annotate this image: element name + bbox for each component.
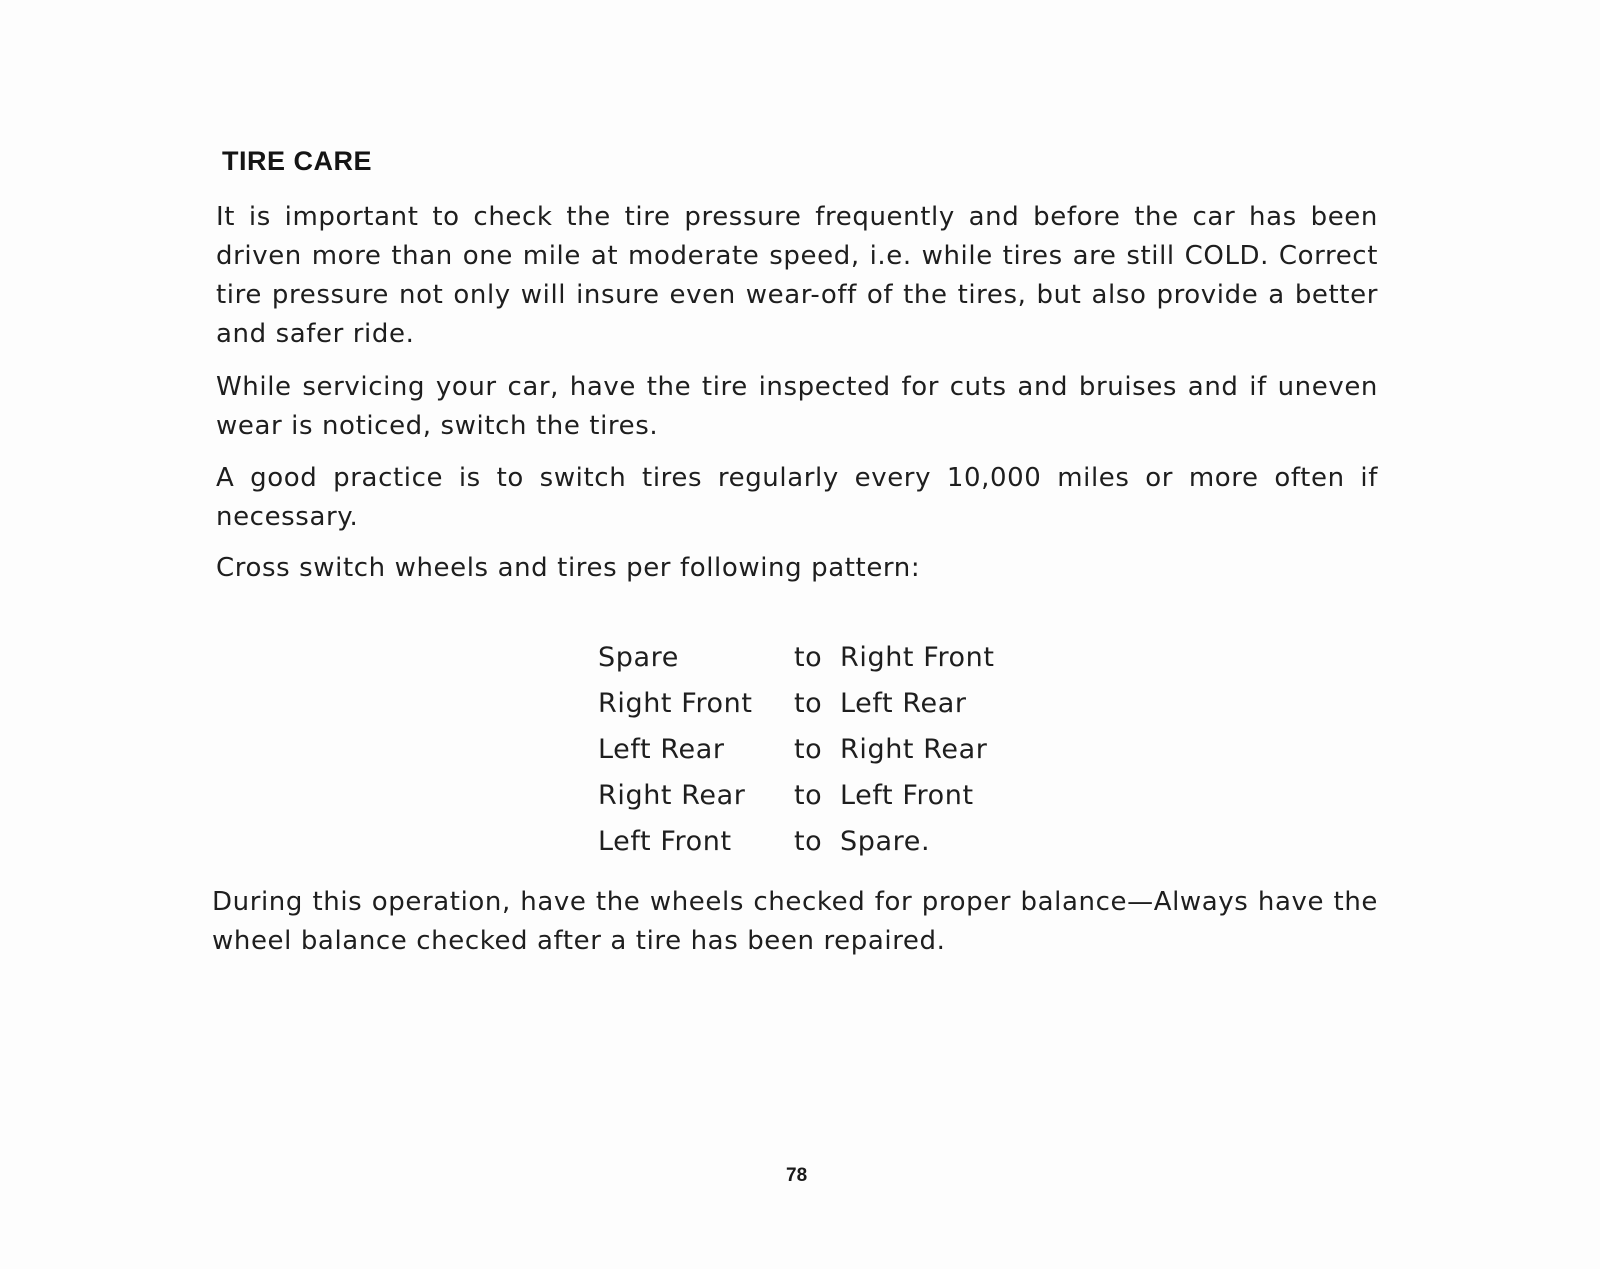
paragraph-pattern-intro: Cross switch wheels and tires per following pattern: (216, 553, 921, 583)
rotation-from: Left Rear (598, 733, 725, 765)
rotation-to: Left Rear (840, 687, 967, 719)
rotation-to: Right Rear (840, 733, 988, 765)
rotation-row (598, 772, 995, 818)
rotation-to: Left Front (840, 779, 974, 811)
paragraph-switch-interval: A good practice is to switch tires regularly every 10,000 miles or more often if necessary. (216, 463, 1378, 532)
section-title: TIRE CARE (222, 146, 373, 176)
paragraph-inspection: While servicing your car, have the tire inspected for cuts and bruises and if uneven wear is noticed, switch the tires. (216, 372, 1378, 441)
tire-rotation-table (598, 634, 995, 864)
rotation-from: Left Front (598, 825, 732, 857)
paragraph-tire-pressure: It is important to check the tire pressure frequently and before the car has been driven more than one mile at moderate speed, i.e. while tires are still COLD. Correct tire pressure not only will insure even wear-off of the tires, but also provide a better and safer ride. (216, 202, 1378, 349)
page-number: 78 (786, 1165, 808, 1186)
rotation-to: Spare. (840, 825, 931, 857)
rotation-to-word: to (794, 687, 823, 719)
rotation-to-word: to (794, 779, 823, 811)
rotation-to: Right Front (840, 641, 995, 673)
rotation-to-word: to (794, 641, 823, 673)
rotation-to-word: to (794, 733, 823, 765)
rotation-row (598, 634, 995, 680)
rotation-from: Spare (598, 641, 679, 673)
rotation-from: Right Rear (598, 779, 746, 811)
rotation-row (598, 818, 995, 864)
paragraph-wheel-balance: During this operation, have the wheels checked for proper balance—Always have the wheel balance checked after a tire has been repaired. (212, 887, 1378, 956)
rotation-row (598, 680, 995, 726)
rotation-row (598, 726, 995, 772)
rotation-from: Right Front (598, 687, 753, 719)
rotation-to-word: to (794, 825, 823, 857)
